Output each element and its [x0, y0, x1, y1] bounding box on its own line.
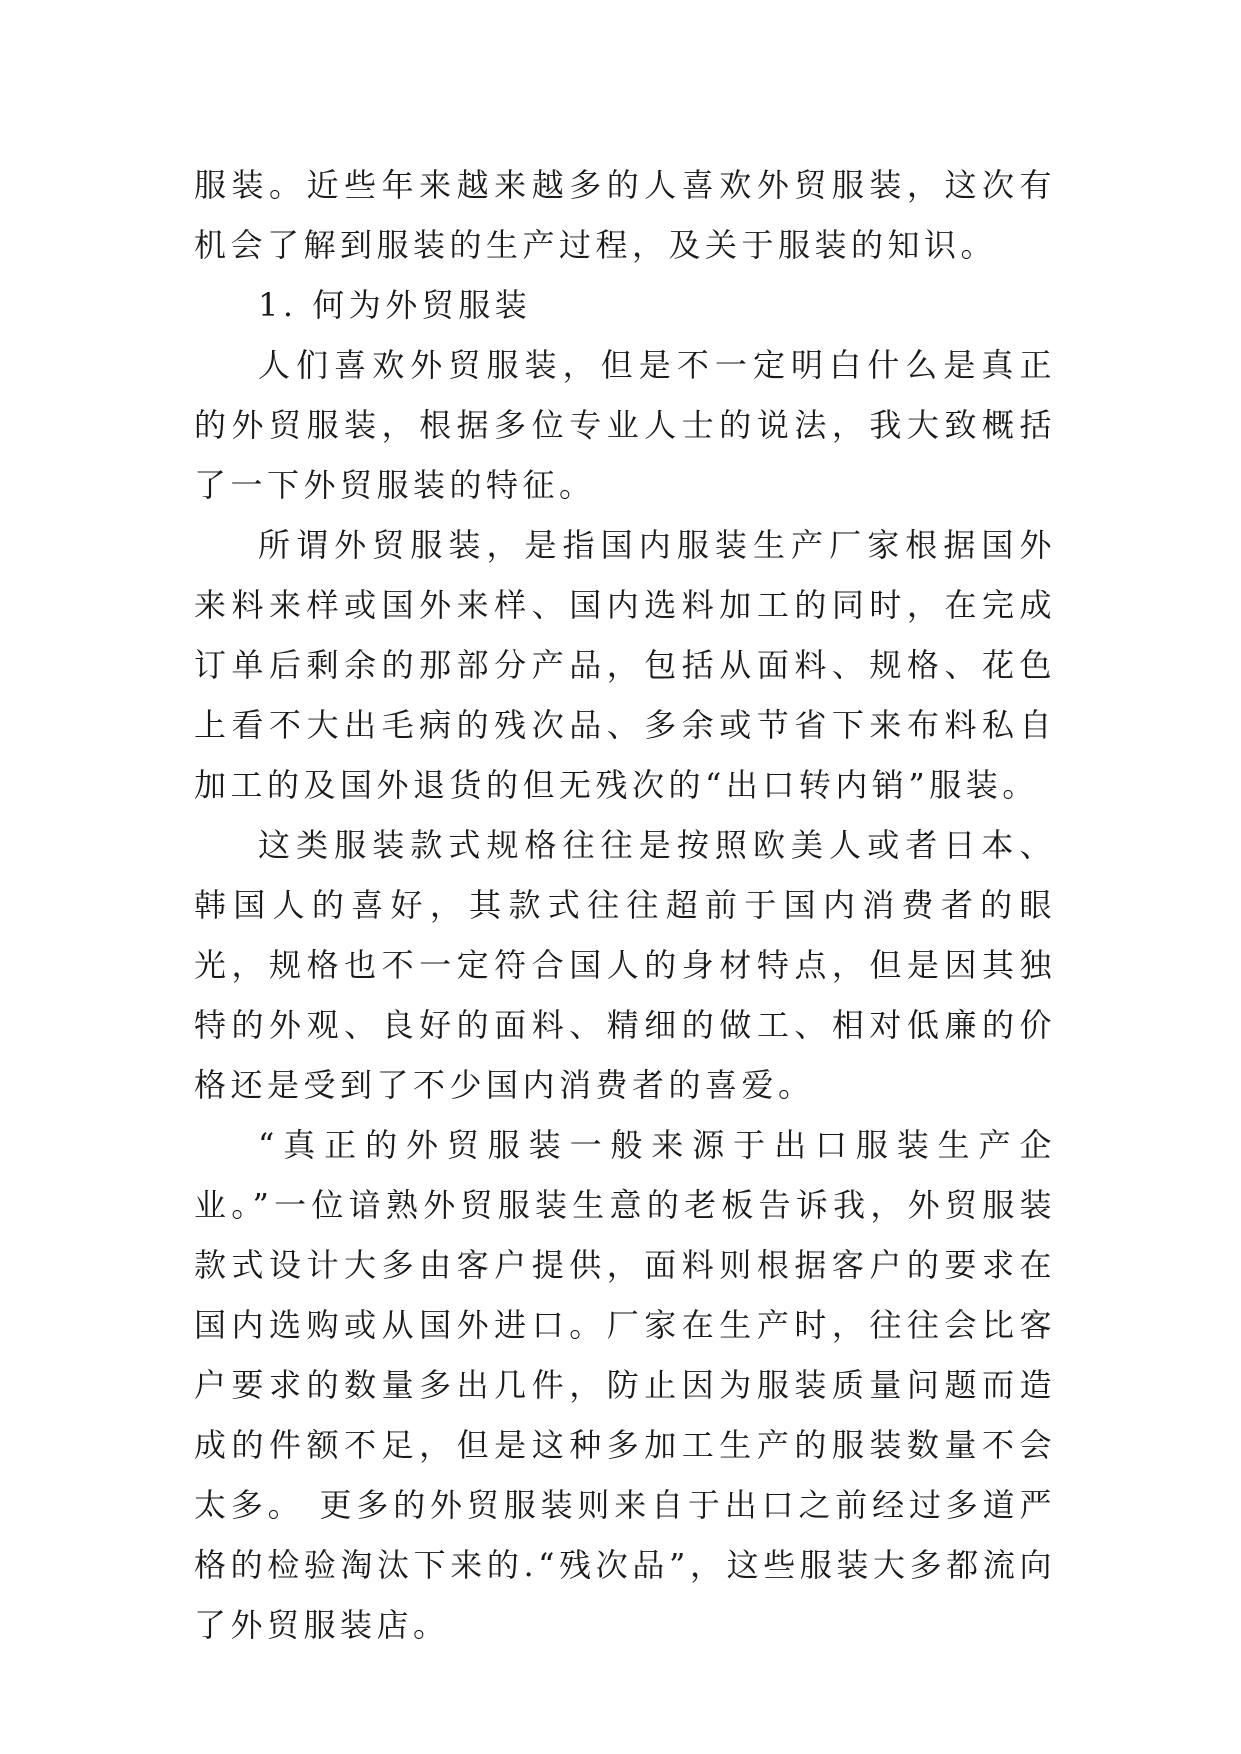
paragraph-style: 这类服装款式规格往往是按照欧美人或者日本、韩国人的喜好，其款式往往超前于国内消费者的眼光，规格也不一定符合国人的身材特点，但是因其独特的外观、良好的面料、精细的做工、相对低廉的价格还是受到了不少国内消费者的喜爱。 [194, 826, 1056, 1104]
section-heading: 1. 何为外贸服装 [258, 286, 532, 324]
paragraph-intro: 人们喜欢外贸服装，但是不一定明白什么是真正的外贸服装，根据多位专业人士的说法，我大致概括了一下外贸服装的特征。 [194, 346, 1056, 504]
paragraph-continuation: 服装。近些年来越来越多的人喜欢外贸服装，这次有机会了解到服装的生产过程，及关于服装的知识。 [194, 166, 1056, 264]
paragraph-definition: 所谓外贸服装，是指国内服装生产厂家根据国外来料来样或国外来样、国内选料加工的同时，在完成订单后剩余的那部分产品，包括从面料、规格、花色上看不大出毛病的残次品、多余或节省下来布料私自加工的及国外退货的但无残次的“出口转内销”服装。 [194, 526, 1056, 804]
document-body [194, 155, 1056, 1655]
paragraph-source: “真正的外贸服装一般来源于出口服装生产企业。”一位谙熟外贸服装生意的老板告诉我，外贸服装款式设计大多由客户提供，面料则根据客户的要求在国内选购或从国外进口。厂家在生产时，往往会比客户要求的数量多出几件，防止因为服装质量问题而造成的件额不足，但是这种多加工生产的服装数量不会太多。 更多的外贸服装则来自于出口之前经过多道严格的检验淘汰下来的.“残次品”，这些服装大多都流向了外贸服装店。 [194, 1126, 1056, 1644]
